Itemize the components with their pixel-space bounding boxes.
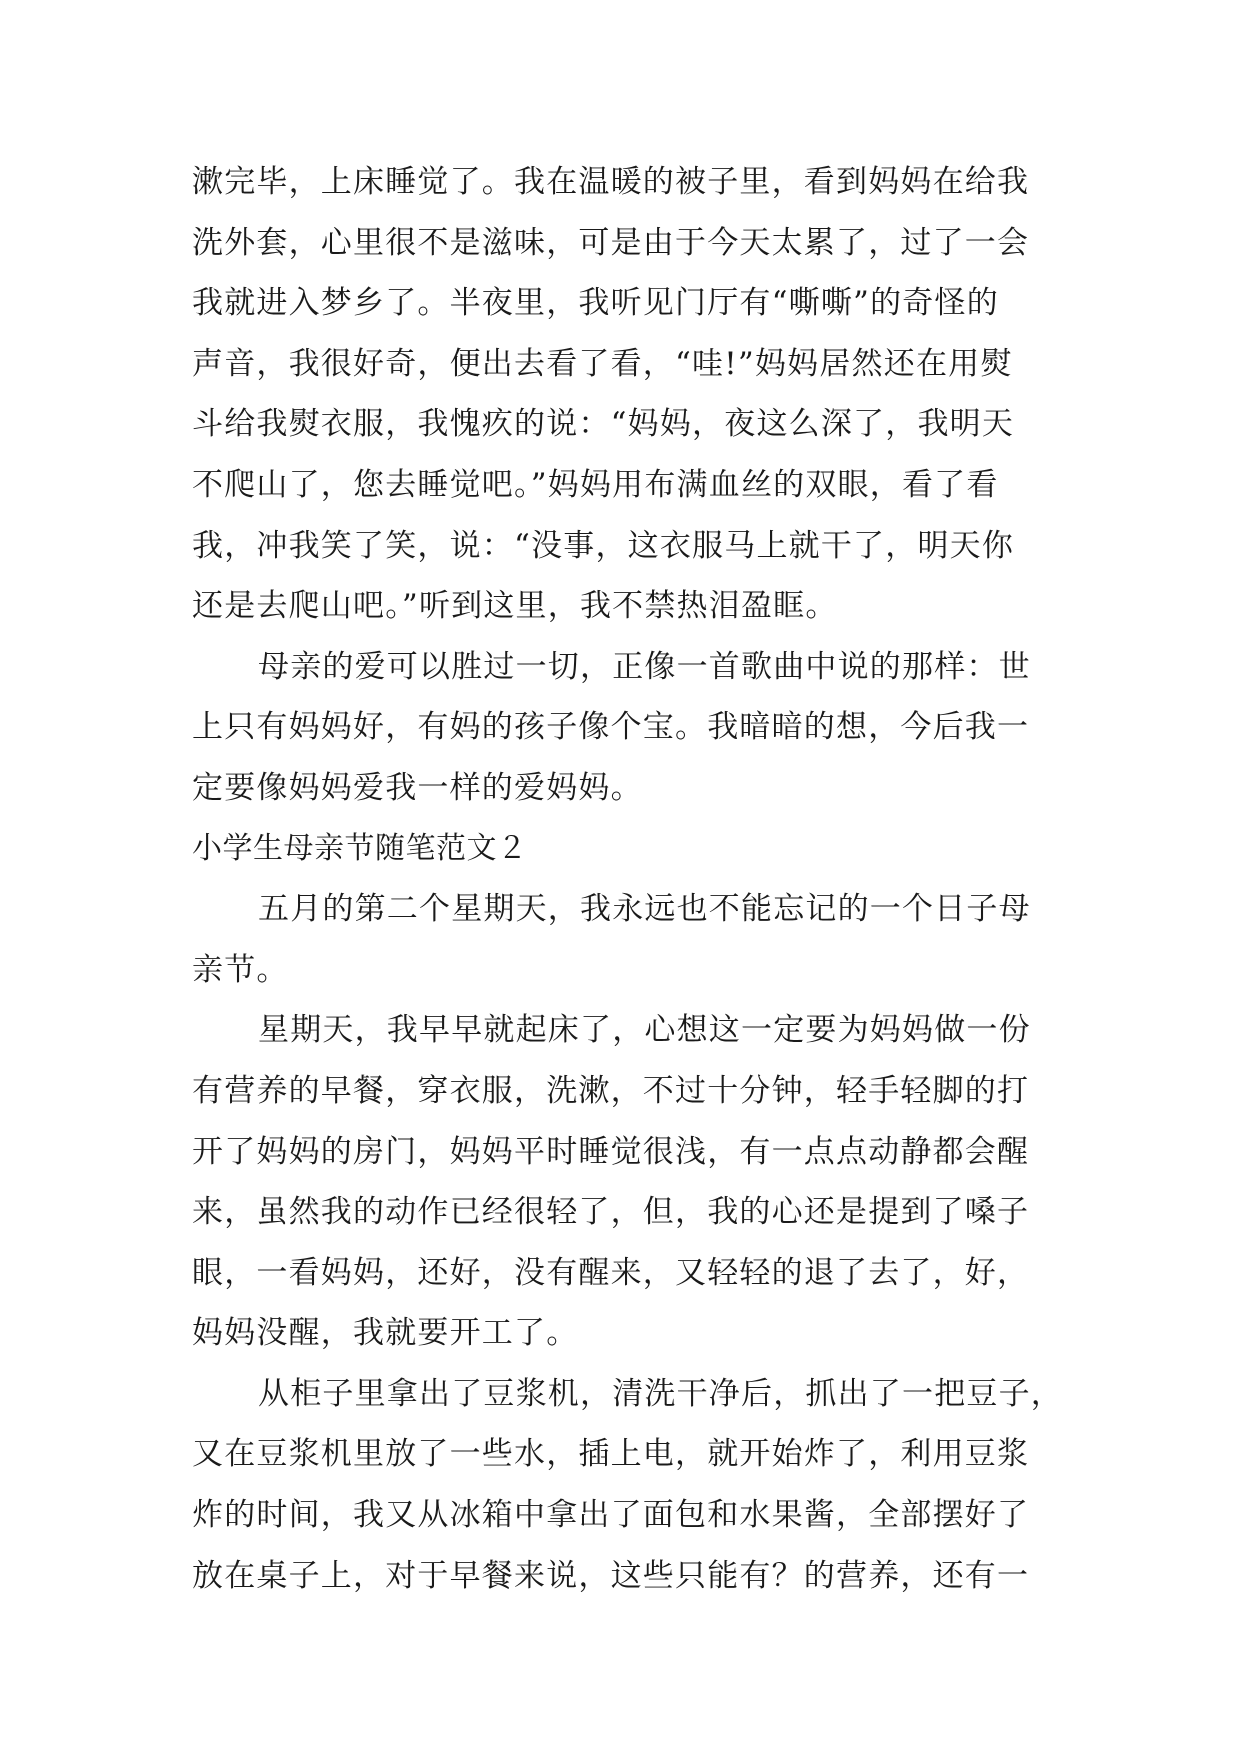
text-line: 眼，一看妈妈，还好，没有醒来，又轻轻的退了去了，好， bbox=[192, 1254, 1030, 1291]
text-line: 我就进入梦乡了。半夜里，我听见门厅有“嘶嘶”的奇怪的 bbox=[192, 285, 999, 322]
text-line: 我，冲我笑了笑，说：“没事，这衣服马上就干了，明天你 bbox=[192, 527, 1015, 564]
section-heading: 小学生母亲节随笔范文２ bbox=[192, 830, 528, 866]
text-line: 漱完毕，上床睡觉了。我在温暖的被子里，看到妈妈在给我 bbox=[192, 164, 1030, 200]
text-line: 又在豆浆机里放了一些水，插上电，就开始炸了，利用豆浆 bbox=[192, 1436, 1030, 1473]
paragraph-first-line: 从柜子里拿出了豆浆机，清洗干净后，抓出了一把豆子， bbox=[258, 1375, 1063, 1412]
text-line: 炸的时间，我又从冰箱中拿出了面包和水果酱，全部摆好了 bbox=[192, 1497, 1030, 1534]
text-line: 来，虽然我的动作已经很轻了，但，我的心还是提到了嗓子 bbox=[192, 1194, 1030, 1231]
document-body bbox=[192, 152, 1072, 1606]
text-line: 亲节。 bbox=[192, 951, 289, 988]
text-line: 放在桌子上，对于早餐来说，这些只能有？的营养，还有一 bbox=[192, 1557, 1030, 1594]
text-line: 定要像妈妈爱我一样的爱妈妈。 bbox=[192, 769, 643, 806]
text-line: 不爬山了，您去睡觉吧。”妈妈用布满血丝的双眼，看了看 bbox=[192, 466, 999, 503]
paragraph-first-line: 母亲的爱可以胜过一切，正像一首歌曲中说的那样：世 bbox=[258, 648, 1031, 685]
text-line: 妈妈没醒，我就要开工了。 bbox=[192, 1315, 579, 1352]
text-line: 声音，我很好奇，便出去看了看，“哇!”妈妈居然还在用熨 bbox=[192, 345, 1013, 382]
text-line: 还是去爬山吧。”听到这里，我不禁热泪盈眶。 bbox=[192, 588, 838, 625]
paragraph-first-line: 五月的第二个星期天，我永远也不能忘记的一个日子母 bbox=[258, 891, 1031, 928]
text-line: 开了妈妈的房门，妈妈平时睡觉很浅，有一点点动静都会醒 bbox=[192, 1133, 1030, 1170]
text-line: 斗给我熨衣服，我愧疚的说：“妈妈，夜这么深了，我明天 bbox=[192, 406, 1015, 443]
text-line: 上只有妈妈好，有妈的孩子像个宝。我暗暗的想，今后我一 bbox=[192, 709, 1030, 746]
text-line: 洗外套，心里很不是滋味，可是由于今天太累了，过了一会 bbox=[192, 224, 1030, 261]
paragraph-first-line: 星期天，我早早就起床了，心想这一定要为妈妈做一份 bbox=[258, 1012, 1031, 1049]
text-line: 有营养的早餐，穿衣服，洗漱，不过十分钟，轻手轻脚的打 bbox=[192, 1072, 1030, 1109]
